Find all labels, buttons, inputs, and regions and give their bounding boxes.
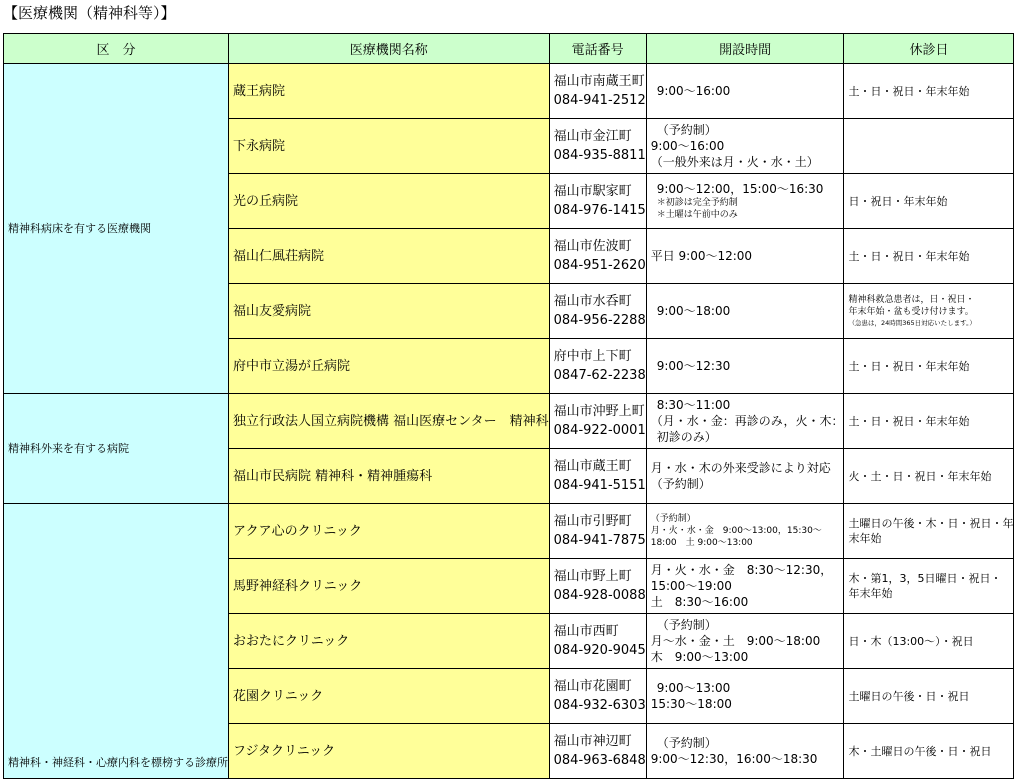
closed-line: 年末年始 (848, 587, 893, 600)
hours-line: 15:00～19:00 (650, 579, 732, 593)
hours-line: 9:00～12:00，15:00～16:30 (656, 182, 824, 196)
hours-line: 月・水・木の外来受診により対応 (650, 461, 831, 475)
hours-line: 平日 9:00～12:00 (650, 249, 753, 263)
phone-number: 084-963-6848 (553, 753, 646, 768)
closed-line: 土・日・祝日・年末年始 (848, 249, 970, 263)
address: 福山市金江町 (553, 129, 632, 144)
address: 福山市南蔵王町 (553, 74, 645, 89)
hours-line: 木 9:00～13:00 (650, 650, 749, 664)
hours-cell (646, 504, 844, 559)
contact-cell (549, 614, 646, 669)
hours-line: 月・火・水・金 9:00～13:00，15:30～ (650, 526, 822, 536)
hours-line: 8:30～11:00 (656, 398, 731, 412)
closed-line: 木・第1，3，5日曜日・祝日・ (848, 572, 1002, 585)
closed-line: 土曜日の午後・日・祝日 (848, 689, 970, 703)
header-category: 区 分 (4, 34, 229, 64)
phone-number: 084-928-0088 (553, 588, 646, 603)
hours-line: 15:30～18:00 (650, 697, 732, 711)
contact-cell (549, 119, 646, 174)
hours-line: （予約制） (656, 736, 717, 750)
phone-number: 084-976-1415 (553, 203, 646, 218)
hours-line: 9:00～13:00 (656, 681, 731, 695)
hours-line: （月・水・金：再診のみ，火・木： (650, 414, 844, 428)
institution-name: 光の丘病院 (229, 174, 550, 229)
table-row (4, 504, 1014, 559)
hours-line: 18:00 土 9:00～13:00 (650, 538, 753, 548)
category-cell: 精神科・神経科・心療内科を標榜する診療所 (4, 504, 229, 779)
header-name: 医療機関名称 (229, 34, 550, 64)
closed-line: 精神科救急患者は，日・祝日・ (848, 295, 975, 305)
address: 福山市水呑町 (553, 294, 632, 309)
hours-line: （予約制） (650, 514, 696, 524)
closed-line: 日・祝日・年末年始 (848, 194, 948, 208)
address: 福山市花園町 (553, 679, 632, 694)
closed-cell (844, 339, 1014, 394)
institution-name: 馬野神経科クリニック (229, 559, 550, 614)
hours-line: （一般外来は月・火・水・土） (650, 155, 819, 169)
hours-line: （予約制） (650, 477, 711, 491)
hours-cell (646, 339, 844, 394)
hours-cell (646, 64, 844, 119)
header-row (4, 34, 1014, 64)
hours-cell (646, 669, 844, 724)
institution-name: おおたにクリニック (229, 614, 550, 669)
hours-cell (646, 394, 844, 449)
closed-line: 土・日・祝日・年末年始 (848, 359, 970, 373)
closed-cell (844, 284, 1014, 339)
address: 福山市神辺町 (553, 734, 632, 749)
hours-line: 9:00～16:00 (656, 84, 731, 98)
phone-number: 084-932-6303 (553, 698, 646, 713)
address: 福山市駅家町 (553, 184, 632, 199)
contact-cell (549, 64, 646, 119)
hours-cell (646, 119, 844, 174)
closed-line: 末年始 (848, 532, 882, 545)
closed-line: 土・日・祝日・年末年始 (848, 84, 970, 98)
closed-cell (844, 174, 1014, 229)
closed-cell (844, 724, 1014, 779)
institution-name: 福山仁風荘病院 (229, 229, 550, 284)
hours-line: 9:00～12:30 (656, 359, 731, 373)
closed-cell (844, 504, 1014, 559)
phone-number: 084-920-9045 (553, 643, 646, 658)
contact-cell (549, 174, 646, 229)
category-cell: 精神科病床を有する医療機関 (4, 64, 229, 394)
closed-cell (844, 119, 1014, 174)
institution-name: アクア心のクリニック (229, 504, 550, 559)
address: 府中市上下町 (553, 349, 632, 364)
hours-cell (646, 284, 844, 339)
hours-cell (646, 724, 844, 779)
hours-line: 土 8:30～16:00 (650, 595, 749, 609)
hours-line: 9:00～18:00 (656, 304, 731, 318)
institution-name: 府中市立湯が丘病院 (229, 339, 550, 394)
table-row (4, 64, 1014, 119)
header-hours: 開設時間 (646, 34, 844, 64)
hours-cell (646, 559, 844, 614)
closed-cell (844, 394, 1014, 449)
category-cell: 精神科外来を有する病院 (4, 394, 229, 504)
address: 福山市引野町 (553, 514, 632, 529)
institution-name: フジタクリニック (229, 724, 550, 779)
contact-cell (549, 559, 646, 614)
institution-name: 下永病院 (229, 119, 550, 174)
hours-line: （予約制） (656, 123, 717, 137)
closed-cell (844, 229, 1014, 284)
header-closed: 休診日 (844, 34, 1014, 64)
contact-cell (549, 504, 646, 559)
institution-name: 花園クリニック (229, 669, 550, 724)
hours-line: （予約制） (656, 618, 717, 632)
contact-cell (549, 229, 646, 284)
closed-line: 年末年始・盆も受け付けます。 (848, 307, 974, 317)
phone-number: 0847-62-2238 (553, 368, 646, 383)
closed-line: 日・木（13:00～）・祝日 (848, 634, 974, 648)
phone-number: 084-941-5151 (553, 478, 646, 493)
hours-cell (646, 174, 844, 229)
contact-cell (549, 669, 646, 724)
hours-line: ＊初診は完全予約制 (656, 198, 738, 208)
closed-cell (844, 64, 1014, 119)
phone-number: 084-935-8811 (553, 148, 646, 163)
institution-name: 蔵王病院 (229, 64, 550, 119)
address: 福山市西町 (553, 624, 619, 639)
address: 福山市野上町 (553, 569, 632, 584)
contact-cell (549, 394, 646, 449)
institution-name: 福山友愛病院 (229, 284, 550, 339)
hours-line: ＊土曜は午前中のみ (656, 210, 738, 220)
hours-cell (646, 229, 844, 284)
closed-cell (844, 614, 1014, 669)
closed-note: （急患は，24時間365日対応いたします。） (848, 319, 976, 327)
closed-cell (844, 449, 1014, 504)
closed-cell (844, 559, 1014, 614)
page-title: 【医療機関（精神科等）】 (3, 4, 176, 22)
phone-number: 084-956-2288 (553, 313, 646, 328)
hours-line: 9:00～16:00 (650, 139, 725, 153)
phone-number: 084-941-7875 (553, 533, 646, 548)
closed-line: 火・土・日・祝日・年末年始 (848, 469, 992, 483)
header-phone: 電話番号 (549, 34, 646, 64)
hours-cell (646, 614, 844, 669)
table-row (4, 394, 1014, 449)
address: 福山市佐波町 (553, 239, 632, 254)
contact-cell (549, 449, 646, 504)
institution-name: 独立行政法人国立病院機構 福山医療センター 精神科 (229, 394, 550, 449)
contact-cell (549, 339, 646, 394)
address: 福山市蔵王町 (553, 459, 632, 474)
hours-line: 9:00～12:30，16:00～18:30 (650, 752, 818, 766)
phone-number: 084-922-0001 (553, 423, 646, 438)
address: 福山市沖野上町 (553, 404, 645, 419)
phone-number: 084-941-2512 (553, 93, 646, 108)
medical-institutions-table (3, 33, 1014, 779)
hours-line: 月～水・金・土 9:00～18:00 (650, 634, 821, 648)
closed-line: 木・土曜日の午後・日・祝日 (848, 744, 992, 758)
hours-cell (646, 449, 844, 504)
closed-line: 土曜日の午後・木・日・祝日・年 (848, 517, 1014, 530)
hours-line: 初診のみ） (656, 430, 717, 444)
contact-cell (549, 284, 646, 339)
phone-number: 084-951-2620 (553, 258, 646, 273)
closed-line: 土・日・祝日・年末年始 (848, 414, 970, 428)
contact-cell (549, 724, 646, 779)
institution-name: 福山市民病院 精神科・精神腫瘍科 (229, 449, 550, 504)
closed-cell (844, 669, 1014, 724)
hours-line: 月・火・水・金 8:30～12:30， (650, 563, 833, 577)
